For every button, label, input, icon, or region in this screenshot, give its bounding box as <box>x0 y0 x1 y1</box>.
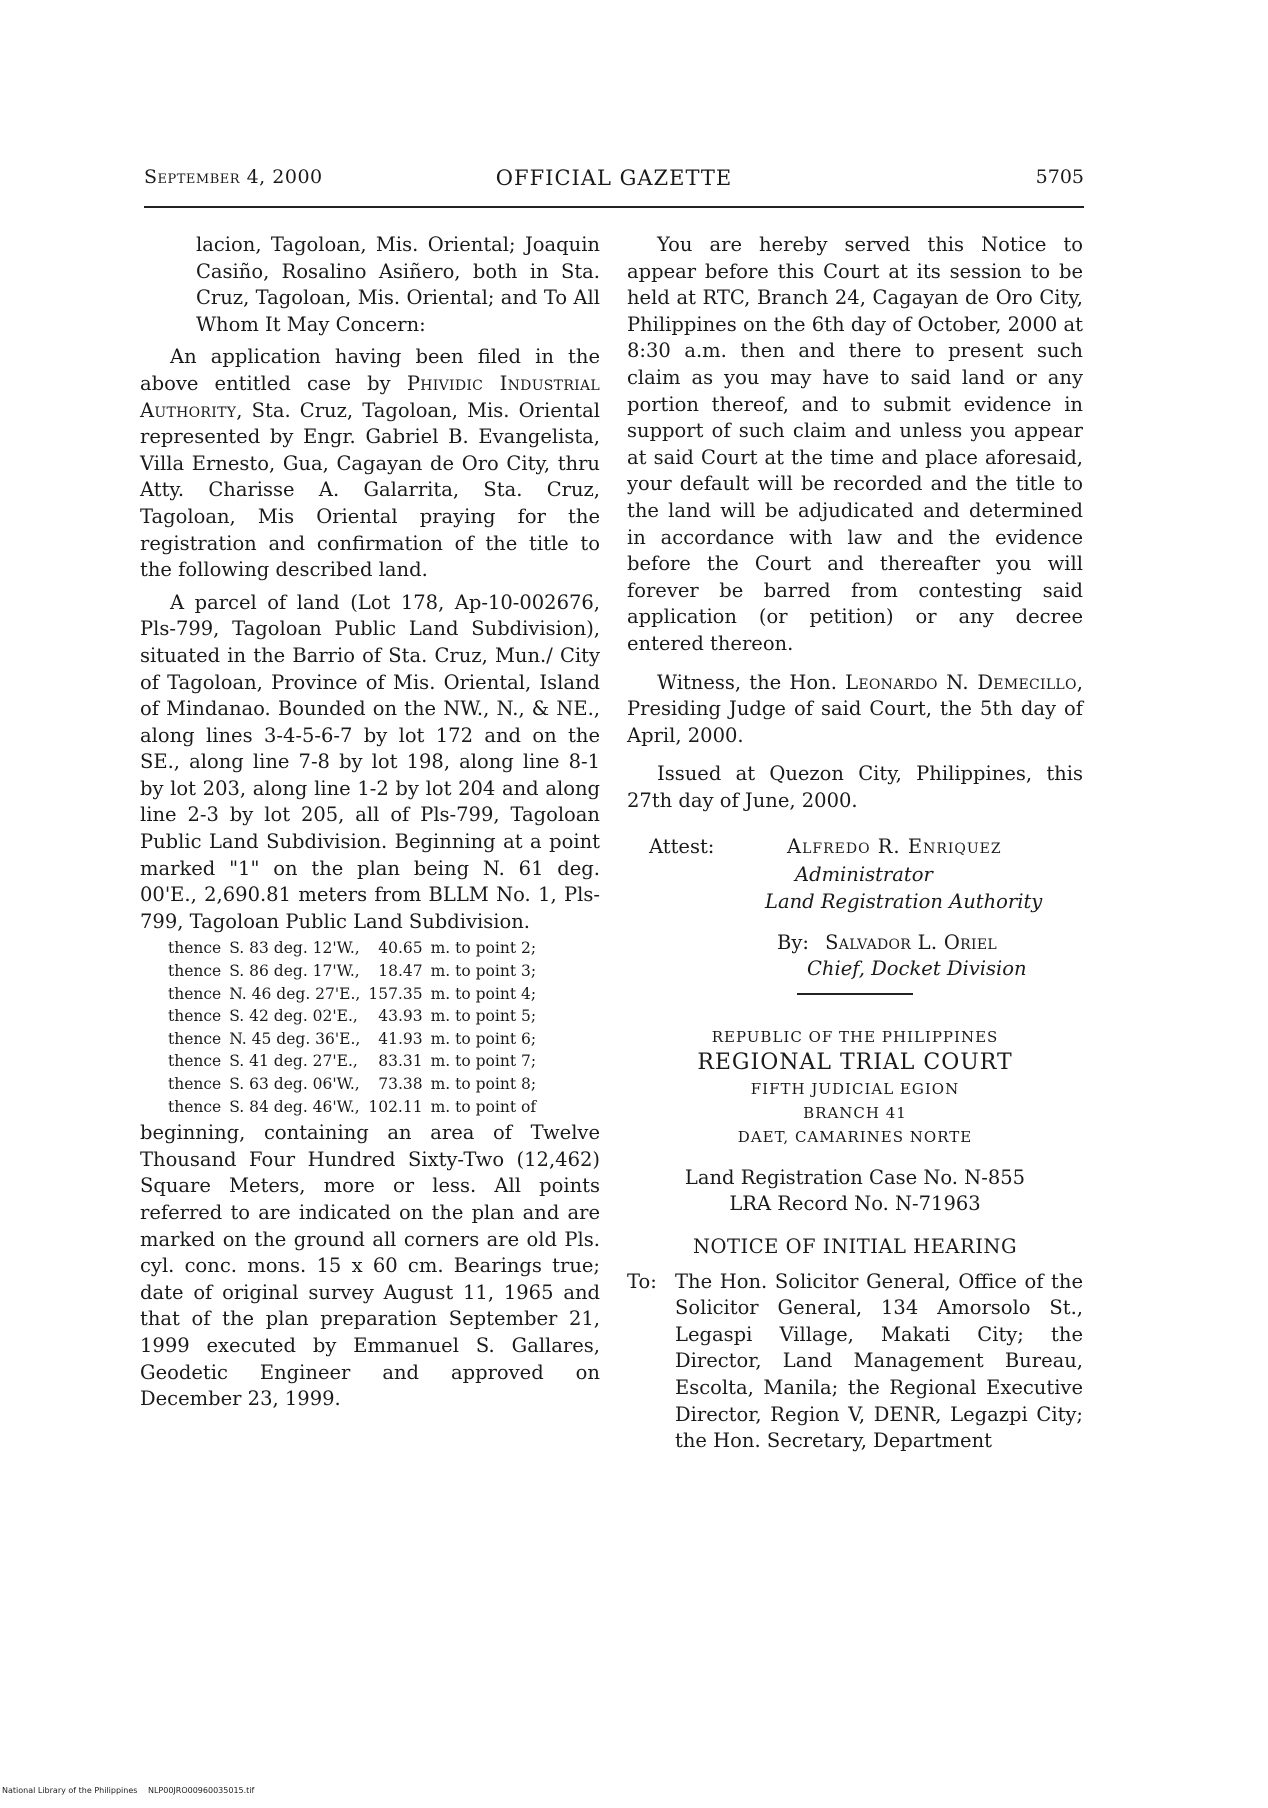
bearing-target: m. to point 8; <box>430 1075 537 1093</box>
bearing-thence: thence <box>168 1097 222 1116</box>
case-number: Land Registration Case No. N-855 <box>684 1165 1026 1189</box>
bearing-direction: S. 83 deg. 12'W., <box>229 939 360 958</box>
bearing-target: m. to point 7; <box>430 1052 537 1071</box>
bearing-target: m. to point 2; <box>430 939 537 958</box>
bearing-target: m. to point of <box>430 1097 537 1116</box>
attest-name: Alfredo R. Enriquez <box>787 835 1002 859</box>
land-description: A parcel of land (Lot 178, Ap-10-002676, Pls-799, Tagoloan Public Land Subdivision), situated in the Barrio of Sta. Cruz, Mun./ City of Tagoloan, Province of Mis. Oriental, Island of Mindanao. Bounded on the NW., N., & NE., along lines 3-4-5-6-7 by lot 172 and on the SE., along line 7-8 by lot 198, along line 8-1 by lot 203, along line 1-2 by lot 204 and along line 2-3 by lot 205, all of Pls-799, Tagoloan Public Land Subdivision. Beginning at a point marked "1" on the plan being N. 61 deg. 00'E., 2,690.81 meters from BLLM No. 1, Pls-799, Tagoloan Public Land Subdivision. <box>140 590 600 933</box>
bearing-row <box>168 1096 544 1119</box>
attest-title-2: Land Registration Authority <box>765 890 1043 914</box>
bearing-distance: 18.47 <box>378 962 423 981</box>
bearing-direction: S. 42 deg. 02'E., <box>229 1007 358 1026</box>
bearing-row <box>168 1028 544 1051</box>
addressees-continued: lacion, Tagoloan, Mis. Oriental; Joaquin Casiño, Rosalino Asiñero, both in Sta. Cruz, Tagoloan, Mis. Oriental; and To All Whom It May Concern: <box>196 233 600 336</box>
bearing-distance: 43.93 <box>378 1007 423 1026</box>
to-addressees: The Hon. Solicitor General, Office of the Solicitor General, 134 Amorsolo St., Legaspi Village, Makati City; the Director, Land Management Bureau, Escolta, Manila; the Regional Executive Director, Region V, DENR, Legazpi City; the Hon. Secretary, Department <box>675 1269 1083 1453</box>
bearing-distance: 102.11 <box>368 1097 423 1116</box>
bearing-direction: N. 45 deg. 36'E., <box>229 1029 361 1048</box>
republic-heading: REPUBLIC OF THE PHILIPPINES <box>711 1027 999 1046</box>
region-heading: FIFTH JUDICIAL EGION <box>750 1079 960 1098</box>
bearing-row <box>168 1073 544 1096</box>
bearing-distance: 73.38 <box>378 1075 423 1093</box>
file-id: NLP00JRO00960035015.tif <box>147 1786 255 1795</box>
bearing-target: m. to point 3; <box>430 962 537 981</box>
notice-title: NOTICE OF INITIAL HEARING <box>692 1235 1018 1259</box>
bearing-direction: S. 63 deg. 06'W., <box>229 1075 360 1093</box>
bearing-direction: N. 46 deg. 27'E., <box>229 984 361 1003</box>
court-heading: REGIONAL TRIAL COURT <box>697 1049 1013 1075</box>
bearing-distance: 41.93 <box>378 1029 423 1048</box>
to-block <box>627 1269 1083 1455</box>
judge-name: Leonardo N. Demecillo <box>845 670 1077 694</box>
by-title: Chief, Docket Division <box>807 957 1027 981</box>
bearing-thence: thence <box>168 1007 222 1026</box>
left-column <box>140 232 600 1413</box>
to-label: To: <box>627 1269 657 1293</box>
bearing-row <box>168 1005 544 1028</box>
bearing-target: m. to point 4; <box>430 984 537 1003</box>
place-heading: DAET, CAMARINES NORTE <box>737 1127 973 1146</box>
bearing-thence: thence <box>168 939 222 958</box>
bearing-thence: thence <box>168 984 222 1003</box>
bearing-row <box>168 983 544 1006</box>
bearing-thence: thence <box>168 1052 222 1071</box>
bearing-target: m. to point 6; <box>430 1029 537 1048</box>
by-label: By: <box>777 930 809 954</box>
by-block <box>627 930 1083 957</box>
witness-paragraph: Witness, the Hon. Leonardo N. Demecillo, Presiding Judge of said Court, the 5th day of April, 2000. <box>627 670 1083 747</box>
bearing-distance: 40.65 <box>378 939 423 958</box>
bearing-thence: thence <box>168 1029 222 1048</box>
by-name: Salvador L. Oriel <box>825 930 997 954</box>
attest-title-1: Administrator <box>795 863 933 887</box>
page-header <box>144 166 1084 196</box>
bearing-row <box>168 960 544 983</box>
library-watermark: National Library of the Philippines NLP00JRO00960035015.tif <box>2 1786 255 1795</box>
bearing-target: m. to point 5; <box>430 1007 537 1026</box>
bearing-thence: thence <box>168 962 222 981</box>
bearing-direction: S. 41 deg. 27'E., <box>229 1052 358 1071</box>
issued-paragraph: Issued at Quezon City, Philippines, this 27th day of June, 2000. <box>627 762 1083 812</box>
lra-record-number: LRA Record No. N-71963 <box>729 1192 981 1216</box>
right-column <box>627 232 1083 1455</box>
notice-paragraph: You are hereby served this Notice to appear before this Court at its session to be held at RTC, Branch 24, Cagayan de Oro City, Philippines on the 6th day of October, 2000 at 8:30 a.m. then and there to present such claim as you may have to said land or any portion thereof, and to submit evidence in support of such claim and unless you appear at said Court at the time and place aforesaid, your default will be recorded and the title to the land will be adjudicated and determined in accordance with law and the evidence before the Court and thereafter you will forever be barred from contesting said application (or petition) or any decree entered thereon. <box>627 233 1083 655</box>
issue-date: September 4, 2000 <box>144 166 323 188</box>
header-rule <box>144 206 1084 208</box>
bearing-row <box>168 937 544 960</box>
bearing-direction: S. 86 deg. 17'W., <box>229 962 360 981</box>
bearing-distance: 157.35 <box>368 984 423 1003</box>
publication-title: OFFICIAL GAZETTE <box>495 166 733 190</box>
page-number: 5705 <box>1035 166 1084 188</box>
bearing-direction: S. 84 deg. 46'W., <box>229 1097 360 1116</box>
bearing-thence: thence <box>168 1075 222 1093</box>
attest-block <box>627 834 1083 864</box>
bearing-row <box>168 1050 544 1073</box>
bearings-table <box>168 937 544 1118</box>
application-paragraph: An application having been filed in the above entitled case by Phividic Industrial Authority, Sta. Cruz, Tagoloan, Mis. Oriental represented by Engr. Gabriel B. Evangelista, Villa Ernesto, Gua, Cagayan de Oro City, thru Atty. Charisse A. Galarrita, Sta. Cruz, Tagoloan, Mis Oriental praying for the registration and confirmation of the title to the following described land. <box>140 345 600 582</box>
land-description-continued: beginning, containing an area of Twelve Thousand Four Hundred Sixty-Two (12,462) Square Meters, more or less. All points referred to are indicated on the plan and are marked on the ground all corners are old Pls. cyl. conc. mons. 15 x 60 cm. Bearings true; date of original survey August 11, 1965 and that of the plan preparation September 21, 1999 executed by Emmanuel S. Gallares, Geodetic Engineer and approved on December 23, 1999. <box>140 1121 600 1411</box>
attest-label: Attest: <box>649 835 715 859</box>
bearing-distance: 83.31 <box>378 1052 423 1071</box>
branch-heading: BRANCH 41 <box>803 1103 907 1122</box>
applicant-name: Phividic Industrial Authority <box>140 371 600 422</box>
